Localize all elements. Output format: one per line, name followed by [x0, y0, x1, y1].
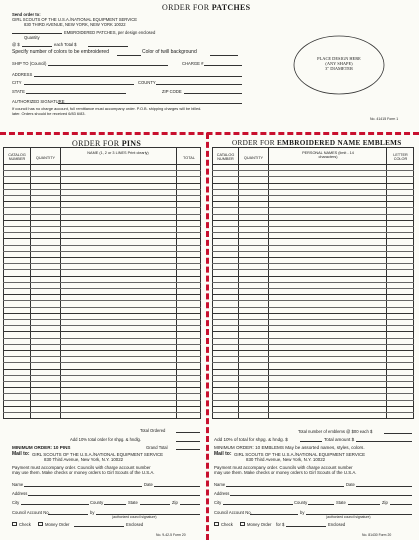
emblems-col-catalog: CATALOG NUMBER	[216, 153, 235, 162]
emblems-col-divider-3	[386, 147, 387, 419]
emblems-money-order-checkbox[interactable]	[240, 522, 245, 526]
emblems-date-line[interactable]	[356, 486, 412, 487]
authorized-line[interactable]	[58, 103, 242, 104]
pins-total-ordered-line[interactable]	[176, 432, 200, 433]
emblems-minimum: MINIMUM ORDER: 10 EMBLEMS May be assorted names, styles, colors.	[214, 445, 365, 450]
table-row-line	[212, 269, 414, 270]
at-price-label: @ $	[12, 42, 20, 47]
pins-city-label: City	[12, 500, 20, 505]
table-row-line	[212, 170, 414, 171]
emblems-total-amount-line[interactable]	[356, 441, 412, 442]
emblems-zip-line[interactable]	[390, 504, 412, 505]
table-row-line	[3, 350, 201, 351]
table-row-line	[3, 276, 201, 277]
table-row-line	[3, 232, 201, 233]
pins-grand-total-line[interactable]	[176, 449, 200, 450]
pins-amount-line[interactable]	[74, 526, 124, 527]
table-row-line	[212, 344, 414, 345]
table-row-line	[3, 294, 201, 295]
emblems-enclosed-label: Enclosed	[328, 522, 346, 527]
table-row-line	[3, 381, 201, 382]
table-row-line	[212, 400, 414, 401]
colors-line[interactable]	[117, 55, 141, 56]
emblems-add-10: Add 10% of total for shpg. & hndg. $	[214, 437, 288, 442]
pins-zip-line[interactable]	[180, 504, 200, 505]
emblems-title: ORDER FOR EMBROIDERED NAME EMBLEMS	[232, 139, 402, 147]
pins-name-line[interactable]	[24, 486, 142, 487]
patches-title: ORDER FOR PATCHES	[162, 3, 251, 12]
table-row-line	[3, 331, 201, 332]
table-row-line	[3, 226, 201, 227]
table-row-line	[3, 257, 201, 258]
charge-line[interactable]	[204, 65, 242, 66]
emblems-money-order-label: Money Order	[247, 522, 272, 527]
pins-col-divider-1	[30, 147, 31, 419]
emblems-mail-to-line2: 830 Third Avenue, New York, N.Y. 10022	[246, 457, 326, 462]
pins-col-catalog: CATALOG NUMBER	[8, 153, 26, 162]
pins-add-10: Add 10% total order for shpg. & hndlg.	[70, 437, 141, 442]
table-row-line	[3, 319, 201, 320]
table-row-line	[212, 288, 414, 289]
county-label: COUNTY	[138, 80, 156, 85]
pins-city-line[interactable]	[21, 504, 89, 505]
table-row-line	[3, 356, 201, 357]
ship-to-line[interactable]	[48, 65, 168, 66]
table-row-line	[3, 245, 201, 246]
table-row-line	[212, 257, 414, 258]
emblems-total-amount: Total amount $	[324, 437, 355, 442]
table-row-line	[3, 387, 201, 388]
pins-mail-to-line2: 830 Third Avenue, New York, N.Y. 10022	[44, 457, 124, 462]
table-row-line	[212, 195, 414, 196]
emblems-amount-line[interactable]	[286, 526, 326, 527]
emblems-payment-line1: Payment must accompany order. Councils with charge account number	[214, 465, 353, 470]
emblems-form-number: No. 81430 Form 20	[362, 533, 392, 537]
quantity-label: Quantity	[24, 35, 40, 40]
table-row-line	[3, 300, 201, 301]
table-row-line	[3, 176, 201, 177]
place-design-line1: PLACE DESIGN HERE	[317, 56, 361, 61]
pins-mail-to-line1: GIRL SCOUTS OF THE U.S.A./NATIONAL EQUIPMENT SERVICE	[32, 452, 164, 457]
table-row-line	[212, 387, 414, 388]
emblems-county-line[interactable]	[308, 504, 334, 505]
pins-minimum: MINIMUM ORDER: 10 PINS	[12, 445, 71, 450]
pins-money-order-checkbox[interactable]	[38, 522, 43, 526]
emblems-county-label: County	[294, 500, 308, 505]
state-label: STATE	[12, 89, 25, 94]
emblems-mail-to-line1: GIRL SCOUTS OF THE U.S.A./NATIONAL EQUIPMENT SERVICE	[234, 452, 366, 457]
pins-address-label: Address	[12, 491, 28, 496]
table-row-line	[212, 331, 414, 332]
table-row-line	[212, 232, 414, 233]
table-row-line	[3, 263, 201, 264]
pins-col-name: NAME (1, 2 or 3 LINES Print clearly)	[87, 151, 149, 155]
city-label: CITY	[12, 80, 22, 85]
bg-color-text: Color of twill background	[142, 49, 197, 55]
emblems-name-label: Name	[214, 482, 226, 487]
emblems-auth-sig-caption: (authorized council signature)	[326, 515, 371, 519]
authorized-label: AUTHORIZED SIGNATURE	[12, 99, 65, 104]
table-row-line	[212, 313, 414, 314]
patches-form-number: No. 41415 Form 1	[370, 117, 399, 121]
embroidered-text: EMBROIDERED PATCHES, per design enclosed	[64, 30, 156, 35]
table-row-line	[3, 375, 201, 376]
table-row-line	[212, 325, 414, 326]
pins-county-label: County	[90, 500, 104, 505]
table-row-line	[3, 369, 201, 370]
emblems-header-divider	[212, 164, 414, 165]
emblems-total-number: Total number of emblems @ $00 each $	[298, 429, 373, 434]
emblems-check-label: Check	[221, 522, 233, 527]
emblems-order-table	[212, 147, 414, 419]
table-row-line	[212, 207, 414, 208]
patches-note2: later. Orders should be received 6/83 6/83.	[12, 111, 86, 116]
emblems-by-label: by	[300, 510, 305, 515]
table-row-line	[212, 294, 414, 295]
cut-line-horizontal	[0, 132, 419, 135]
table-row-line	[3, 288, 201, 289]
table-row-line	[212, 251, 414, 252]
pins-county-line[interactable]	[104, 504, 126, 505]
table-row-line	[212, 189, 414, 190]
emblems-mail-to-label: Mail to:	[214, 451, 232, 457]
each-total-label: each Total $	[54, 42, 77, 47]
table-row-line	[3, 282, 201, 283]
total-line[interactable]	[88, 46, 128, 47]
table-row-line	[3, 238, 201, 239]
table-row-line	[212, 300, 414, 301]
table-row-line	[212, 214, 414, 215]
table-row-line	[3, 313, 201, 314]
colors-text: Specify number of colors to be embroidered	[12, 49, 109, 55]
emblems-col-letter: LETTER COLOR	[393, 153, 408, 162]
table-row-line	[212, 375, 414, 376]
emblems-col-quantity: QUANTITY	[243, 156, 264, 160]
pins-state-line[interactable]	[140, 504, 170, 505]
pins-council-acct-label: Council Account No.	[12, 510, 50, 515]
table-row-line	[212, 183, 414, 184]
pins-header-divider	[3, 164, 201, 165]
table-row-line	[3, 307, 201, 308]
zip-label: ZIP CODE	[162, 89, 182, 94]
table-row-line	[212, 406, 414, 407]
pins-date-line[interactable]	[154, 486, 200, 487]
emblems-city-line[interactable]	[223, 504, 293, 505]
pins-mail-to-label: Mail to:	[12, 451, 30, 457]
pins-payment-line2: may use them. Make checks or money orders to Girl Scouts of the U.S.A.	[12, 470, 155, 475]
emblems-state-label: State	[336, 500, 346, 505]
table-row-line	[3, 251, 201, 252]
table-row-line	[3, 393, 201, 394]
table-row-line	[212, 282, 414, 283]
table-row-line	[212, 369, 414, 370]
table-row-line	[3, 344, 201, 345]
table-row-line	[3, 406, 201, 407]
table-row-line	[3, 269, 201, 270]
price-line[interactable]	[22, 46, 52, 47]
pins-state-label: State	[128, 500, 138, 505]
table-row-line	[3, 412, 201, 413]
patches-note1: If council has no charge account, full remittance must accompany order. P.O.B. shipping charges will be billed.	[12, 106, 202, 111]
pins-money-order-label: Money Order	[45, 522, 70, 527]
pins-title: ORDER FOR PINS	[72, 139, 142, 148]
table-row-line	[3, 183, 201, 184]
bg-color-line[interactable]	[210, 55, 238, 56]
emblems-date-label: Date	[346, 482, 355, 487]
table-row-line	[212, 381, 414, 382]
table-row-line	[212, 176, 414, 177]
pins-check-checkbox[interactable]	[12, 522, 17, 526]
emblems-add-10-line[interactable]	[300, 441, 322, 442]
table-row-line	[3, 325, 201, 326]
table-row-line	[212, 201, 414, 202]
ship-to-label: SHIP TO (Council)	[12, 61, 47, 66]
address-line[interactable]	[34, 76, 242, 77]
table-row-line	[3, 201, 201, 202]
emblems-for-label: for $	[276, 522, 285, 527]
table-row-line	[212, 362, 414, 363]
table-row-line	[212, 238, 414, 239]
patches-address-line1: GIRL SCOUTS OF THE U.S.A./NATIONAL EQUIPMENT SERVICE	[12, 17, 138, 22]
pins-col-divider-3	[176, 147, 177, 419]
pins-payment-line1: Payment must accompany order. Councils with charge account number	[12, 465, 151, 470]
pins-address-line[interactable]	[28, 495, 200, 496]
emblems-col-names: PERSONAL NAMES (limit - 14 characters)	[302, 151, 354, 160]
emblems-address-label: Address	[214, 491, 230, 496]
address-label: ADDRESS	[12, 72, 33, 77]
table-row-line	[3, 362, 201, 363]
table-row-line	[212, 412, 414, 413]
table-row-line	[3, 220, 201, 221]
pins-name-label: Name	[12, 482, 24, 487]
table-row-line	[212, 307, 414, 308]
pins-grand-total: Grand Total	[146, 445, 168, 450]
pins-by-label: by	[90, 510, 95, 515]
emblems-city-label: City	[214, 500, 222, 505]
table-row-line	[212, 226, 414, 227]
send-order-to-label: Send order to:	[12, 12, 41, 17]
emblems-col-divider-1	[238, 147, 239, 419]
pins-add-10-line[interactable]	[176, 441, 200, 442]
table-row-line	[212, 350, 414, 351]
pins-col-divider-2	[60, 147, 61, 419]
patches-address-line2: 830 THIRD AVENUE, NEW YORK, NEW YORK 10022	[24, 22, 126, 27]
pins-auth-sig-caption: (authorized council signature)	[112, 515, 157, 519]
table-row-line	[212, 356, 414, 357]
table-row-line	[3, 400, 201, 401]
pins-date-label: Date	[144, 482, 153, 487]
table-row-line	[212, 319, 414, 320]
emblems-col-divider-2	[268, 147, 269, 419]
table-row-line	[212, 276, 414, 277]
pins-enclosed-label: Enclosed	[126, 522, 144, 527]
cut-line-vertical	[206, 133, 209, 540]
pins-council-acct-line[interactable]	[48, 514, 88, 515]
place-design-line3: 3" DIAMETER	[325, 66, 353, 71]
zip-line[interactable]	[184, 93, 242, 94]
table-row-line	[3, 338, 201, 339]
emblems-zip-label: Zip	[382, 500, 388, 505]
emblems-state-line[interactable]	[348, 504, 380, 505]
emblems-total-number-line[interactable]	[384, 433, 412, 434]
emblems-payment-line2: may use them. Make checks or money orders to Girl Scouts of the U.S.A.	[214, 470, 357, 475]
table-row-line	[212, 393, 414, 394]
table-row-line	[3, 195, 201, 196]
table-row-line	[3, 207, 201, 208]
emblems-check-checkbox[interactable]	[214, 522, 219, 526]
county-line[interactable]	[156, 84, 242, 85]
pins-total-ordered: Total Ordered	[140, 428, 166, 433]
table-row-line	[212, 245, 414, 246]
table-row-line	[212, 220, 414, 221]
pins-zip-label: Zip	[172, 500, 178, 505]
emblems-address-line[interactable]	[230, 495, 412, 496]
pins-order-table	[3, 147, 201, 419]
table-row-line	[3, 214, 201, 215]
emblems-council-acct-label: Council Account No.	[214, 510, 252, 515]
pins-col-quantity: QUANTITY	[35, 156, 56, 160]
city-line[interactable]	[24, 84, 134, 85]
quantity-line[interactable]	[12, 33, 62, 34]
charge-label: CHARGE #	[182, 61, 204, 66]
pins-check-label: Check	[19, 522, 31, 527]
pins-form-number: No. 9-42-5 Form 20	[156, 533, 186, 537]
pins-col-total: TOTAL	[183, 156, 195, 160]
emblems-council-acct-line[interactable]	[250, 514, 298, 515]
emblems-name-line[interactable]	[226, 486, 344, 487]
table-row-line	[212, 338, 414, 339]
table-row-line	[3, 170, 201, 171]
place-design-line2: (ANY SHAPE)	[325, 61, 353, 66]
table-row-line	[212, 263, 414, 264]
state-line[interactable]	[26, 93, 126, 94]
table-row-line	[3, 189, 201, 190]
